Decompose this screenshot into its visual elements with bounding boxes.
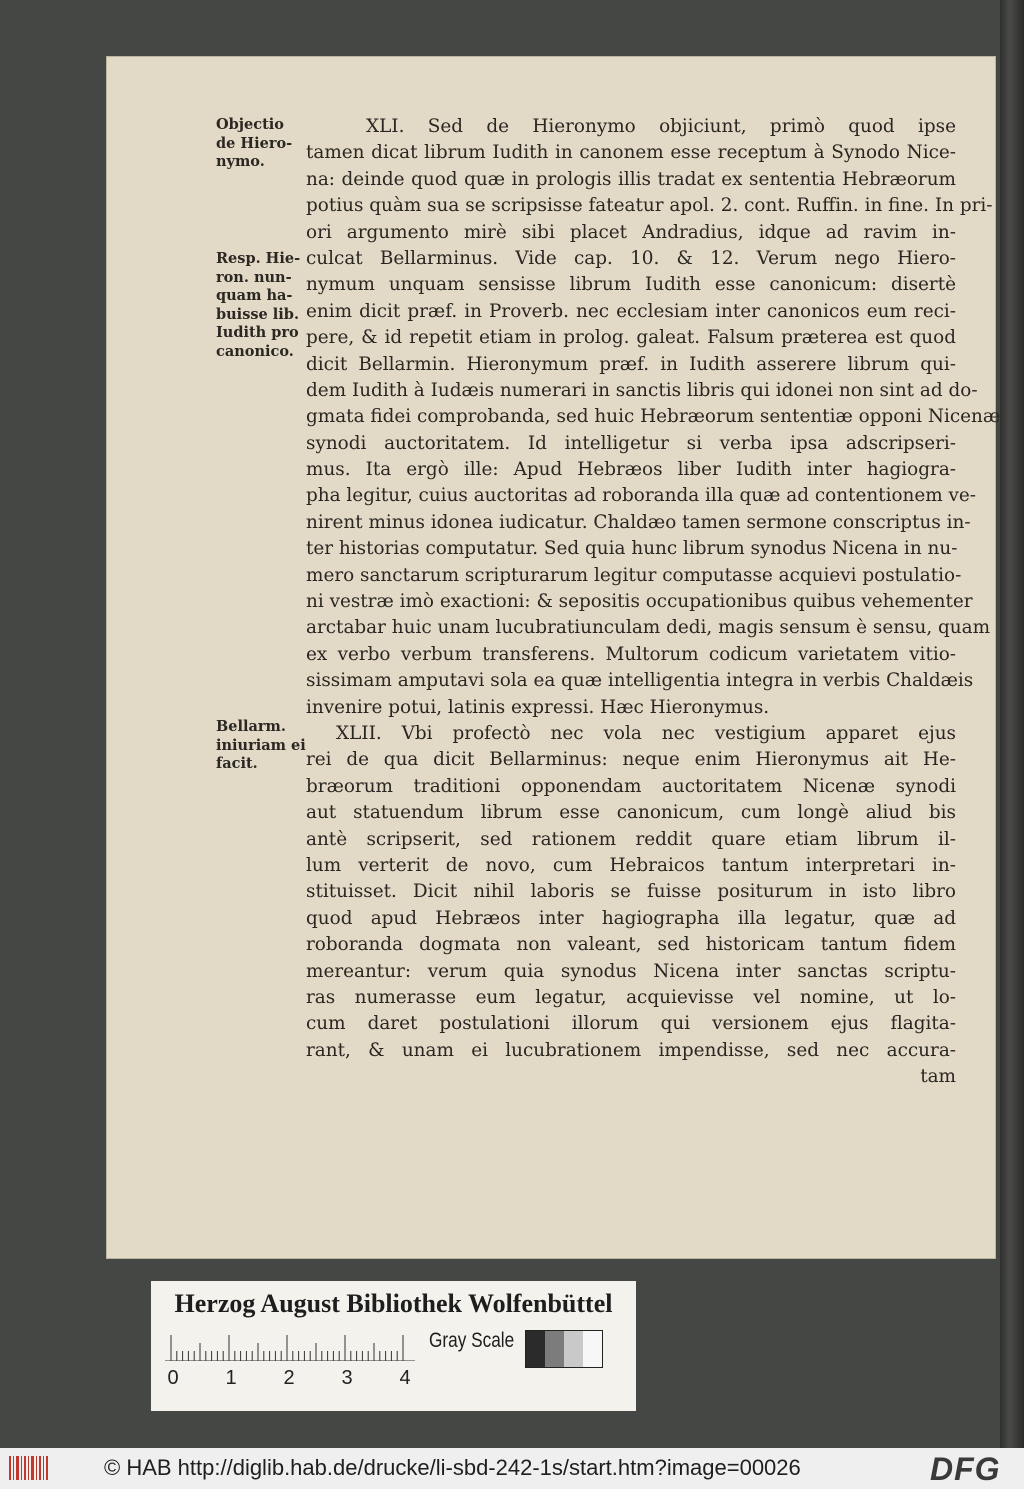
text-line: aut statuendum librum esse canonicum, cum longè aliud bis	[306, 802, 956, 824]
text-line: mus. Ita ergò ille: Apud Hebræos liber Iudith inter hagiogra-	[306, 459, 956, 481]
text-line: rei de qua dicit Bellarminus: neque enim Hieronymus ait He-	[306, 749, 956, 771]
text-line: ter historias computatur. Sed quia hunc librum synodus Nicena in nu-	[306, 538, 958, 560]
margin-note-line: quam ha-	[216, 287, 293, 305]
text-line: pere, & id repetit etiam in prolog. galeat. Falsum præterea est quod	[306, 327, 956, 349]
text-line: potius quàm sua se scripsisse fateatur apol. 2. cont. Ruffin. in fine. In pri-	[306, 195, 993, 217]
text-line: ex verbo verbum transferens. Multorum codicum varietatem vitio-	[306, 643, 956, 665]
text-line: tamen dicat librum Iudith in canonem esse receptum à Synodo Nice-	[306, 142, 956, 164]
gray-swatch	[583, 1331, 602, 1367]
margin-note-line: ron. nun-	[216, 268, 292, 286]
barcode-icon	[8, 1454, 48, 1482]
dfg-logo: DFG	[930, 1451, 1001, 1487]
text-line: XLII. Vbi profectò nec vola nec vestigium apparet ejus	[336, 722, 956, 744]
copyright-url[interactable]: © HAB http://diglib.hab.de/drucke/li-sbd-242-1s/start.htm?image=00026	[104, 1455, 801, 1480]
text-line: sissimam amputavi sola ea quæ intelligentia integra in verbis Chaldæis	[306, 670, 974, 692]
text-line: na: deinde quod quæ in prologis illis tradat ex sententia Hebræorum	[306, 168, 956, 190]
text-line: nymum unquam sensisse librum Iudith esse canonicum: disertè	[306, 274, 956, 296]
ruler-number: 0	[167, 1367, 179, 1389]
library-label-card	[151, 1281, 636, 1411]
text-line: dicit Bellarmin. Hieronymum præf. in Iudith asserere librum qui-	[306, 353, 956, 375]
gray-scale-label: Gray Scale	[429, 1329, 515, 1352]
margin-note-line: Resp. Hie-	[216, 250, 301, 267]
margin-note-line: Bellarm.	[216, 718, 286, 735]
footer-bar	[0, 1448, 1024, 1489]
margin-note-line: Iudith pro	[216, 324, 299, 342]
book-spine	[1000, 0, 1024, 1448]
text-line: roboranda dogmata non valeant, sed historicam tantum fidem	[306, 934, 956, 956]
gray-scale-swatches	[525, 1330, 603, 1368]
library-title: Herzog August Bibliothek Wolfenbüttel	[174, 1289, 613, 1318]
margin-note-line: nymo.	[216, 153, 265, 171]
text-line: ni vestræ imò exactioni: & sepositis occupationibus quibus vehementer	[306, 591, 973, 613]
text-line: enim dicit præf. in Proverb. nec ecclesiam inter canonicos eum reci-	[306, 300, 956, 322]
margin-note-response	[216, 250, 300, 362]
margin-note-line: facit.	[216, 755, 258, 773]
text-line: cum daret postulationi illorum qui versionem ejus flagita-	[306, 1013, 956, 1035]
text-line: XLI. Sed de Hieronymo objiciunt, primò quod ipse	[366, 116, 956, 137]
text-line: invenire potui, latinis expressi. Hæc Hieronymus.	[306, 696, 770, 718]
text-line: lum verterit de novo, cum Hebraicos tantum interpretari in-	[306, 854, 956, 876]
ruler-number: 4	[399, 1367, 411, 1389]
gray-swatch	[564, 1331, 583, 1367]
ruler-number: 3	[341, 1367, 353, 1389]
text-line: antè scripserit, sed rationem reddit quare etiam librum il-	[306, 828, 956, 850]
ruler-number: 2	[283, 1367, 295, 1389]
text-line: culcat Bellarminus. Vide cap. 10. & 12. Verum nego Hiero-	[306, 247, 956, 269]
margin-note-line: canonico.	[216, 342, 294, 360]
margin-note-line: buisse lib.	[216, 305, 299, 323]
catchword: tam	[920, 1066, 956, 1088]
text-line: mereantur: verum quia synodus Nicena inter sanctas scriptu-	[306, 960, 956, 982]
gray-swatch	[545, 1331, 564, 1367]
text-line: gmata fidei comprobanda, sed huic Hebræorum sententiæ opponi Nicenæ	[306, 406, 1001, 428]
text-line: mero sanctarum scripturarum legitur computasse acquievi postulatio-	[306, 564, 962, 586]
page-text-block	[106, 56, 1001, 1259]
margin-note-bellarm	[216, 718, 306, 774]
margin-note-objectio	[216, 116, 300, 172]
text-line: ras numerasse eum legatur, acquievisse vel nomine, ut lo-	[306, 986, 956, 1008]
ruler-scale	[165, 1331, 415, 1361]
text-line: rant, & unam ei lucubrationem impendisse, sed nec accura-	[306, 1039, 956, 1061]
gray-swatch	[526, 1331, 545, 1367]
text-line: quod apud Hebræos inter hagiographa illa legatur, quæ ad	[306, 907, 956, 929]
text-line: arctabar huic unam lucubratiunculam dedi, magis sensum è sensu, quam	[306, 617, 991, 639]
main-text-column	[306, 114, 1001, 1090]
margin-note-line: iniuriam ei	[216, 736, 306, 754]
text-line: pha legitur, cuius auctoritas ad roboranda illa quæ ad contentionem ve-	[306, 485, 977, 507]
text-line: bræorum traditioni opponendam auctoritatem Nicenæ synodi	[306, 775, 956, 797]
margin-note-line: Objectio	[216, 116, 284, 133]
text-line: dem Iudith à Iudæis numerari in sanctis libris qui idonei non sint ad do-	[306, 379, 978, 401]
text-line: ori argumento mirè sibi placet Andradius, idque ad ravim in-	[306, 221, 956, 243]
ruler-number: 1	[225, 1367, 237, 1389]
margin-note-line: de Hiero-	[216, 134, 293, 152]
text-line: nirent minus idonea iudicatur. Chaldæo tamen sermone conscriptus in-	[306, 511, 971, 533]
text-line: synodi auctoritatem. Id intelligetur si verba ipsa adscripseri-	[306, 432, 956, 454]
book-page	[106, 56, 1001, 1259]
text-line: stituisset. Dicit nihil laboris se fuisse positurum in isto libro	[306, 881, 956, 903]
